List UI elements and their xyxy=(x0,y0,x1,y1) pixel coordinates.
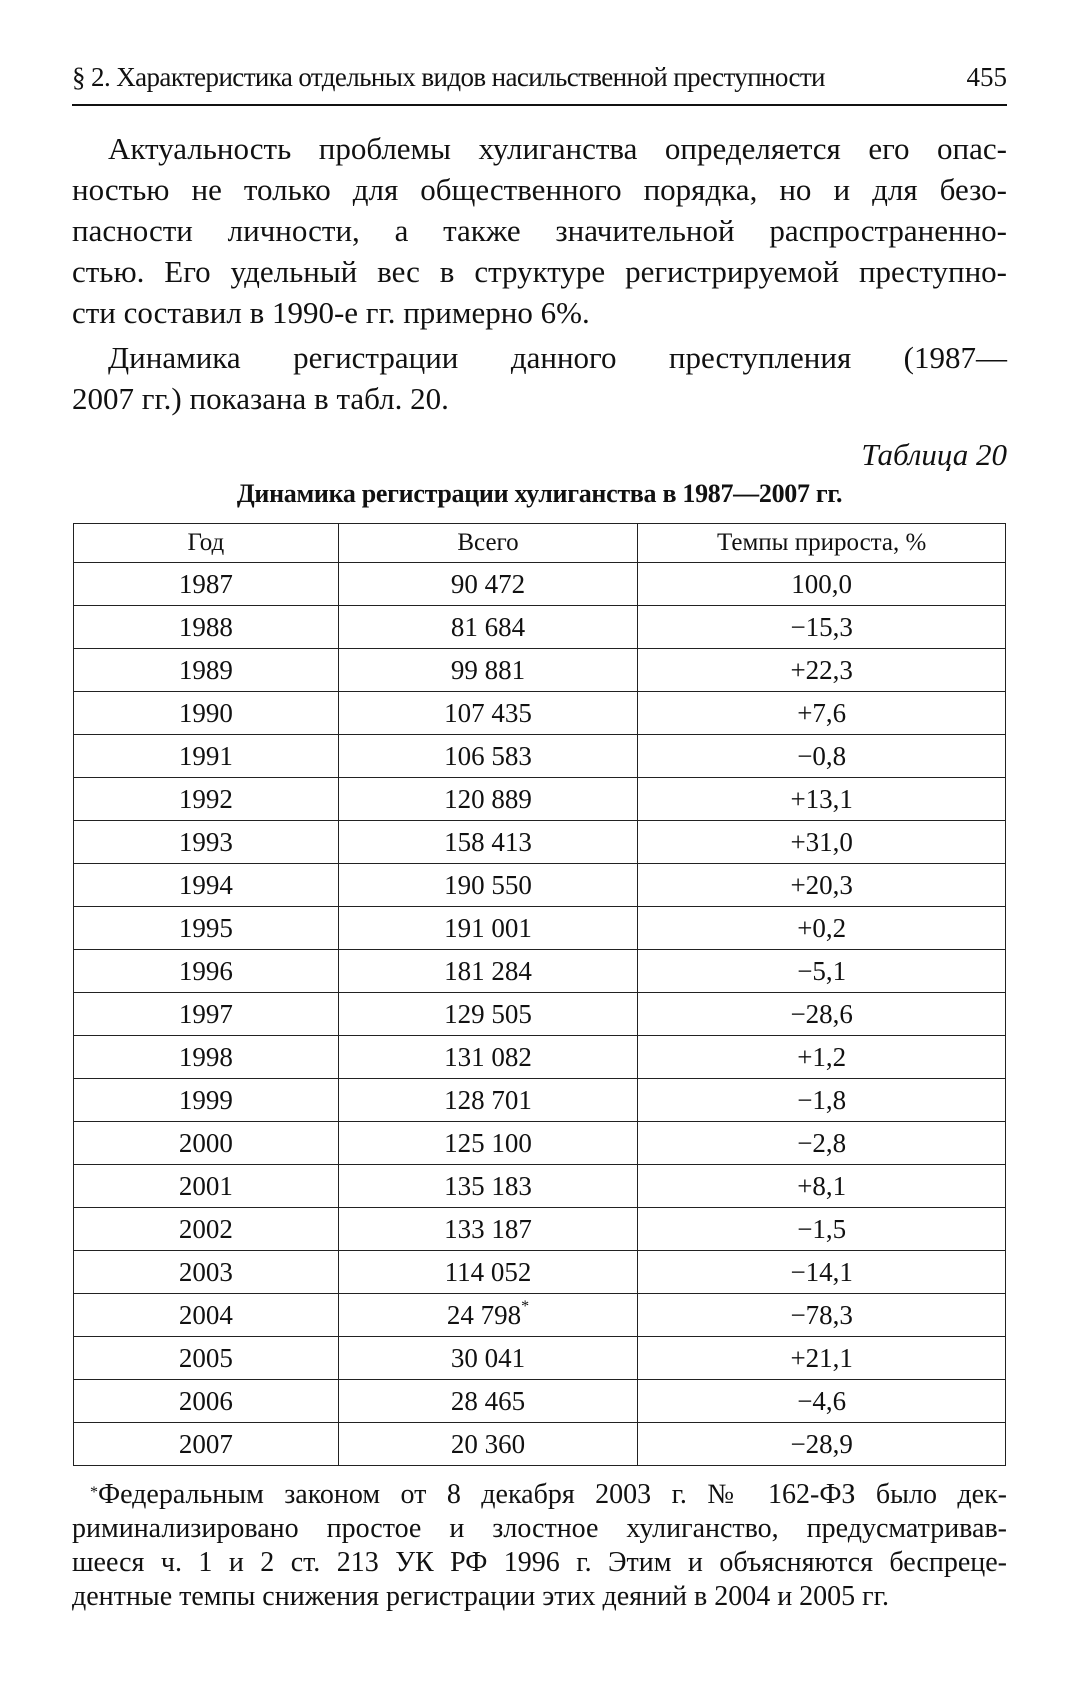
cell-total: 133 187 xyxy=(338,1208,638,1251)
cell-growth-rate: +31,0 xyxy=(638,821,1006,864)
cell-total: 30 041 xyxy=(338,1337,638,1380)
cell-year: 1996 xyxy=(74,950,339,993)
cell-growth-rate: +8,1 xyxy=(638,1165,1006,1208)
table-row xyxy=(74,649,1006,692)
table-row xyxy=(74,993,1006,1036)
cell-year: 2007 xyxy=(74,1423,339,1466)
page-number: 455 xyxy=(966,62,1007,92)
cell-growth-rate: −78,3 xyxy=(638,1294,1006,1337)
hooliganism-table xyxy=(73,523,1006,1466)
footnote-line xyxy=(72,1478,1007,1512)
cell-total: 99 881 xyxy=(338,649,638,692)
table-row xyxy=(74,1036,1006,1079)
table-row xyxy=(74,1337,1006,1380)
cell-year: 1989 xyxy=(74,649,339,692)
footnote-text: Федеральным законом от 8 декабря 2003 г. № 162-ФЗ было дек- xyxy=(98,1479,1007,1510)
paragraph-line: Актуальность проблемы хулиганства определяется его опас- xyxy=(108,131,1007,166)
cell-year: 2001 xyxy=(74,1165,339,1208)
cell-growth-rate: +13,1 xyxy=(638,778,1006,821)
cell-year: 1991 xyxy=(74,735,339,778)
cell-total: 135 183 xyxy=(338,1165,638,1208)
cell-total: 20 360 xyxy=(338,1423,638,1466)
cell-year: 1995 xyxy=(74,907,339,950)
paragraph-dynamics xyxy=(72,337,1007,419)
cell-growth-rate: +21,1 xyxy=(638,1337,1006,1380)
running-head xyxy=(72,56,1007,106)
cell-total: 129 505 xyxy=(338,993,638,1036)
table-header-row xyxy=(74,524,1006,563)
cell-year: 2004 xyxy=(74,1294,339,1337)
footnote-marker: * xyxy=(90,1484,98,1501)
cell-total: 24 798* xyxy=(338,1294,638,1337)
paragraph-line: пасности личности, а также значительной распространенно- xyxy=(72,213,1007,248)
table-row xyxy=(74,1122,1006,1165)
table-row xyxy=(74,1251,1006,1294)
table-row xyxy=(74,864,1006,907)
cell-growth-rate: +22,3 xyxy=(638,649,1006,692)
paragraph-line: стью. Его удельный вес в структуре регистрируемой преступно- xyxy=(72,254,1007,289)
cell-growth-rate: +20,3 xyxy=(638,864,1006,907)
table-row xyxy=(74,563,1006,606)
footnote-line: риминализировано простое и злостное хулиганство, предусматривав- xyxy=(72,1513,1007,1544)
cell-growth-rate: +7,6 xyxy=(638,692,1006,735)
table-title: Динамика регистрации хулиганства в 1987—2007 гг. xyxy=(236,479,843,508)
cell-total: 181 284 xyxy=(338,950,638,993)
cell-growth-rate: −28,9 xyxy=(638,1423,1006,1466)
cell-year: 1998 xyxy=(74,1036,339,1079)
paragraph-line: 2007 гг.) показана в табл. 20. xyxy=(72,381,449,416)
cell-total: 81 684 xyxy=(338,606,638,649)
cell-total: 131 082 xyxy=(338,1036,638,1079)
table-row xyxy=(74,606,1006,649)
table-row xyxy=(74,1294,1006,1337)
cell-growth-rate: −1,5 xyxy=(638,1208,1006,1251)
cell-growth-rate: −28,6 xyxy=(638,993,1006,1036)
cell-year: 1999 xyxy=(74,1079,339,1122)
table-row xyxy=(74,907,1006,950)
cell-growth-rate: −2,8 xyxy=(638,1122,1006,1165)
table-body xyxy=(74,563,1006,1466)
table-row xyxy=(74,821,1006,864)
cell-total: 190 550 xyxy=(338,864,638,907)
table-row xyxy=(74,735,1006,778)
table-row xyxy=(74,692,1006,735)
cell-year: 1994 xyxy=(74,864,339,907)
table-row xyxy=(74,950,1006,993)
cell-year: 2000 xyxy=(74,1122,339,1165)
cell-growth-rate: −5,1 xyxy=(638,950,1006,993)
table-row xyxy=(74,778,1006,821)
cell-year: 2002 xyxy=(74,1208,339,1251)
book-page xyxy=(72,56,1007,1614)
running-head-title: § 2. Характеристика отдельных видов насильственной преступности xyxy=(72,62,825,92)
cell-growth-rate: +1,2 xyxy=(638,1036,1006,1079)
table-row xyxy=(74,1165,1006,1208)
header-growth-rate: Темпы прироста, % xyxy=(638,524,1006,563)
table-row xyxy=(74,1208,1006,1251)
cell-growth-rate: −4,6 xyxy=(638,1380,1006,1423)
footnote-marker: * xyxy=(521,1297,530,1315)
header-total: Всего xyxy=(338,524,638,563)
header-year: Год xyxy=(74,524,339,563)
footnote-line: шееся ч. 1 и 2 ст. 213 УК РФ 1996 г. Этим и объясняются беспреце- xyxy=(72,1547,1007,1578)
cell-year: 2006 xyxy=(74,1380,339,1423)
cell-total: 114 052 xyxy=(338,1251,638,1294)
cell-total: 28 465 xyxy=(338,1380,638,1423)
paragraph-line: сти составил в 1990-е гг. примерно 6%. xyxy=(72,295,590,330)
cell-growth-rate: 100,0 xyxy=(638,563,1006,606)
cell-total: 125 100 xyxy=(338,1122,638,1165)
cell-year: 1987 xyxy=(74,563,339,606)
table-row xyxy=(74,1423,1006,1466)
cell-total: 107 435 xyxy=(338,692,638,735)
cell-growth-rate: −0,8 xyxy=(638,735,1006,778)
cell-total: 106 583 xyxy=(338,735,638,778)
cell-growth-rate: +0,2 xyxy=(638,907,1006,950)
footnote-line: дентные темпы снижения регистрации этих деяний в 2004 и 2005 гг. xyxy=(72,1581,889,1612)
table-number: Таблица 20 xyxy=(861,437,1007,472)
cell-growth-rate: −1,8 xyxy=(638,1079,1006,1122)
cell-growth-rate: −15,3 xyxy=(638,606,1006,649)
paragraph-relevance xyxy=(72,128,1007,333)
cell-year: 1993 xyxy=(74,821,339,864)
cell-growth-rate: −14,1 xyxy=(638,1251,1006,1294)
paragraph-line: Динамика регистрации данного преступления (1987— xyxy=(108,340,1007,375)
cell-total: 158 413 xyxy=(338,821,638,864)
cell-total: 90 472 xyxy=(338,563,638,606)
cell-year: 1997 xyxy=(74,993,339,1036)
paragraph-line: ностью не только для общественного порядка, но и для безо- xyxy=(72,172,1007,207)
cell-total: 191 001 xyxy=(338,907,638,950)
cell-year: 1988 xyxy=(74,606,339,649)
table-row xyxy=(74,1380,1006,1423)
cell-total: 128 701 xyxy=(338,1079,638,1122)
footnote xyxy=(72,1478,1007,1614)
cell-year: 1990 xyxy=(74,692,339,735)
cell-year: 1992 xyxy=(74,778,339,821)
table-row xyxy=(74,1079,1006,1122)
cell-year: 2005 xyxy=(74,1337,339,1380)
cell-year: 2003 xyxy=(74,1251,339,1294)
cell-total: 120 889 xyxy=(338,778,638,821)
